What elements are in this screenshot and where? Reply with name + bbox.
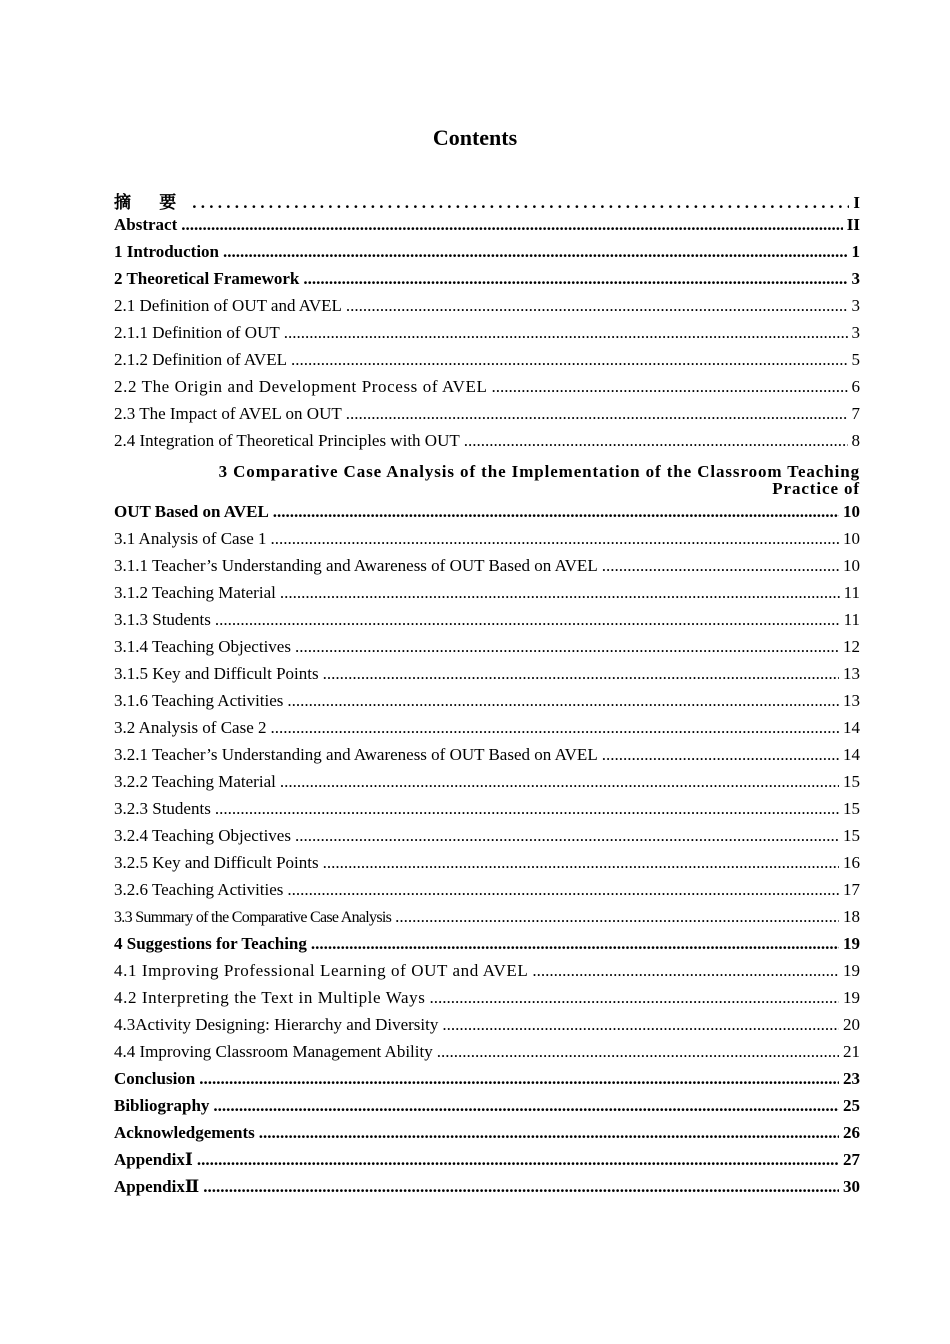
dot-leader	[271, 529, 839, 549]
toc-entry[interactable]	[114, 772, 860, 799]
toc-entry[interactable]	[114, 350, 860, 377]
toc-entry-label: 3 Comparative Case Analysis of the Implementation of the Classroom Teaching	[218, 462, 860, 481]
toc-entry-label: 2.3 The Impact of AVEL on OUT	[114, 404, 342, 423]
toc-entry[interactable]	[114, 1150, 860, 1177]
toc-entry[interactable]	[114, 269, 860, 296]
toc-entry-label: Practice of	[772, 479, 860, 498]
toc-entry[interactable]	[114, 745, 860, 772]
toc-entry-label: 摘 要	[114, 193, 189, 212]
toc-entry-page-number: 15	[843, 826, 860, 845]
toc-entry[interactable]	[114, 242, 860, 269]
dot-leader	[295, 637, 839, 657]
toc-entry-page-number: 3	[851, 296, 860, 315]
toc-entry-page-number: 15	[843, 799, 860, 818]
dot-leader	[215, 610, 840, 630]
toc-entry-label: 2 Theoretical Framework	[114, 269, 300, 288]
dot-leader	[492, 377, 848, 397]
toc-entry-label: 3.1.1 Teacher’s Understanding and Awareness of OUT Based on AVEL	[114, 556, 598, 575]
toc-entry-page-number: II	[846, 215, 860, 234]
toc-entry-page-number: 3	[851, 269, 860, 288]
dot-leader	[532, 961, 839, 981]
table-of-contents	[114, 188, 860, 1204]
toc-entry-label: 3.2.5 Key and Difficult Points	[114, 853, 319, 872]
toc-entry-page-number: 1	[851, 242, 860, 261]
toc-entry-label: Conclusion	[114, 1069, 196, 1088]
toc-entry-wrapped[interactable]	[114, 458, 860, 502]
toc-entry-label: 4.4 Improving Classroom Management Ability	[114, 1042, 433, 1061]
dot-leader	[215, 799, 839, 819]
dot-leader	[213, 1096, 839, 1116]
toc-entry[interactable]	[114, 583, 860, 610]
dot-leader	[346, 404, 848, 424]
toc-entry-page-number: 7	[851, 404, 860, 423]
toc-entry[interactable]	[114, 296, 860, 323]
toc-entry-page-number: 18	[843, 907, 860, 926]
toc-entry-page-number: 21	[843, 1042, 860, 1061]
toc-entry-page-number: 10	[843, 529, 860, 548]
toc-entry-page-number: 12	[843, 637, 860, 656]
toc-entry-label: OUT Based on AVEL	[114, 502, 269, 521]
toc-entry-page-number: 14	[843, 718, 860, 737]
toc-entry[interactable]	[114, 502, 860, 529]
toc-entry[interactable]	[114, 215, 860, 242]
toc-entry-page-number: 30	[843, 1177, 860, 1196]
toc-entry[interactable]	[114, 404, 860, 431]
toc-entry-label: 4 Suggestions for Teaching	[114, 934, 307, 953]
toc-entry-label: 3.2 Analysis of Case 2	[114, 718, 267, 737]
toc-entry[interactable]	[114, 529, 860, 556]
toc-entry[interactable]	[114, 1123, 860, 1150]
toc-entry-page-number: 26	[843, 1123, 860, 1142]
toc-entry[interactable]	[114, 323, 860, 350]
toc-entry[interactable]	[114, 1069, 860, 1096]
toc-entry-label: 4.1 Improving Professional Learning of OUT and AVEL	[114, 961, 529, 980]
dot-leader	[429, 988, 839, 1008]
toc-entry-page-number: 19	[843, 961, 860, 980]
toc-entry-label: Bibliography	[114, 1096, 210, 1115]
dot-leader	[271, 718, 839, 738]
dot-leader	[437, 1042, 839, 1062]
toc-entry-page-number: 20	[843, 1015, 860, 1034]
toc-entry-label: 4.3Activity Designing: Hierarchy and Diversity	[114, 1015, 439, 1034]
dot-leader	[303, 269, 847, 289]
toc-entry-label: 2.1.2 Definition of AVEL	[114, 350, 287, 369]
dot-leader	[197, 1150, 839, 1170]
toc-entry-page-number: 27	[843, 1150, 860, 1169]
dot-leader	[280, 583, 840, 603]
toc-entry-label: 3.2.1 Teacher’s Understanding and Awareness of OUT Based on AVEL	[114, 745, 598, 764]
toc-entry[interactable]	[114, 556, 860, 583]
toc-entry-page-number: 10	[843, 502, 860, 521]
dot-leader	[273, 502, 839, 522]
toc-entry[interactable]	[114, 691, 860, 718]
toc-entry-label: 1 Introduction	[114, 242, 220, 261]
toc-entry-label: 2.1.1 Definition of OUT	[114, 323, 280, 342]
dot-leader	[602, 556, 839, 576]
toc-entry[interactable]	[114, 1096, 860, 1123]
dot-leader	[181, 215, 843, 235]
toc-entry-page-number: 25	[843, 1096, 860, 1115]
toc-entry-page-number: 23	[843, 1069, 860, 1088]
dot-leader	[346, 296, 848, 316]
toc-entry[interactable]	[114, 377, 860, 404]
dot-leader	[602, 745, 839, 765]
dot-leader	[223, 242, 847, 262]
toc-entry-page-number: I	[853, 193, 860, 212]
dot-leader	[311, 934, 839, 954]
toc-entry[interactable]	[114, 907, 860, 934]
dot-leader	[192, 193, 849, 213]
toc-entry[interactable]	[114, 961, 860, 988]
dot-leader	[442, 1015, 839, 1035]
toc-entry-page-number: 19	[843, 988, 860, 1007]
toc-entry[interactable]	[114, 1042, 860, 1069]
toc-entry-page-number: 15	[843, 772, 860, 791]
toc-entry-page-number: 19	[843, 934, 860, 953]
toc-entry-page-number: 10	[843, 556, 860, 575]
toc-entry[interactable]	[114, 637, 860, 664]
toc-entry-label: Abstract	[114, 215, 178, 234]
toc-entry-label: AppendixⅡ	[114, 1177, 200, 1196]
toc-entry-page-number: 3	[851, 323, 860, 342]
dot-leader	[323, 853, 839, 873]
toc-entry-label: 3.1.4 Teaching Objectives	[114, 637, 291, 656]
toc-entry-page-number: 6	[851, 377, 860, 396]
toc-entry[interactable]	[114, 880, 860, 907]
toc-entry[interactable]	[114, 988, 860, 1015]
dot-leader	[323, 664, 839, 684]
toc-entry[interactable]	[114, 188, 860, 215]
dot-leader	[464, 431, 848, 451]
toc-entry[interactable]	[114, 718, 860, 745]
dot-leader	[203, 1177, 839, 1197]
toc-entry-label: 3.1.6 Teaching Activities	[114, 691, 284, 710]
toc-entry-label: AppendixⅠ	[114, 1150, 193, 1169]
toc-entry[interactable]	[114, 853, 860, 880]
dot-leader	[199, 1069, 839, 1089]
toc-entry[interactable]	[114, 664, 860, 691]
toc-entry-label: 3.1.5 Key and Difficult Points	[114, 664, 319, 683]
toc-entry-page-number: 14	[843, 745, 860, 764]
toc-entry-label: 2.1 Definition of OUT and AVEL	[114, 296, 342, 315]
toc-entry[interactable]	[114, 826, 860, 853]
toc-entry[interactable]	[114, 934, 860, 961]
dot-leader	[284, 323, 848, 343]
toc-entry-label: 3.3 Summary of the Comparative Case Analysis	[114, 909, 392, 926]
toc-entry-label: 3.1.3 Students	[114, 610, 211, 629]
toc-entry-label: 4.2 Interpreting the Text in Multiple Ways	[114, 988, 426, 1007]
toc-entry[interactable]	[114, 431, 860, 458]
toc-entry[interactable]	[114, 799, 860, 826]
toc-entry-page-number: 11	[843, 610, 860, 629]
toc-entry-page-number: 13	[843, 664, 860, 683]
toc-entry-page-number: 11	[843, 583, 860, 602]
toc-entry-label: 3.1.2 Teaching Material	[114, 583, 276, 602]
toc-entry-label: 3.1 Analysis of Case 1	[114, 529, 267, 548]
toc-entry-label: Acknowledgements	[114, 1123, 255, 1142]
dot-leader	[287, 880, 839, 900]
dot-leader	[291, 350, 848, 370]
toc-entry-label: 2.2 The Origin and Development Process of AVEL	[114, 377, 488, 396]
toc-entry-page-number: 8	[851, 431, 860, 450]
toc-entry-page-number: 16	[843, 853, 860, 872]
toc-entry-page-number: 13	[843, 691, 860, 710]
toc-entry[interactable]	[114, 610, 860, 637]
toc-entry-label: 3.2.4 Teaching Objectives	[114, 826, 291, 845]
toc-entry-page-number: 5	[851, 350, 860, 369]
toc-entry-page-number: 17	[843, 880, 860, 899]
toc-entry-label: 3.2.3 Students	[114, 799, 211, 818]
dot-leader	[280, 772, 839, 792]
dot-leader	[287, 691, 839, 711]
toc-entry-label: 3.2.2 Teaching Material	[114, 772, 276, 791]
toc-entry[interactable]	[114, 1015, 860, 1042]
toc-entry[interactable]	[114, 1177, 860, 1204]
dot-leader	[259, 1123, 839, 1143]
dot-leader	[395, 907, 839, 927]
dot-leader	[295, 826, 839, 846]
toc-entry-label: 3.2.6 Teaching Activities	[114, 880, 284, 899]
toc-entry-label: 2.4 Integration of Theoretical Principles with OUT	[114, 431, 460, 450]
page-title: Contents	[432, 125, 518, 150]
